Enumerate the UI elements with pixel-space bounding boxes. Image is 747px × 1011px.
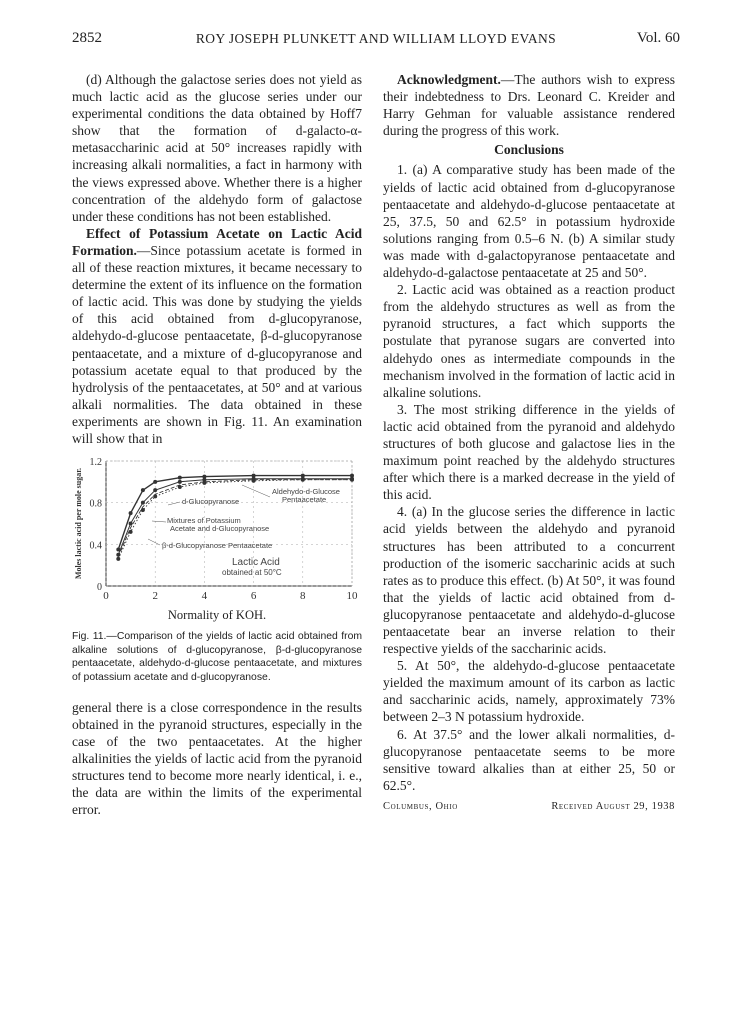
x-tick-label: 2 [152,590,158,603]
conclusion-1: 1. (a) A comparative study has been made of the yields of lactic acid obtained from d-glucopyranose pentaacetate and aldehydo-d-glucose pentaacetate at 25, 37.5, 50 and 62.5° in potassium hydroxide solutions ranging from 0.5–6 N. (b) A similar study was made with d-galactopyranose pentaacetate and aldehydo-d-galactose pentaacetate at 25 and 50°. [383,162,675,281]
paragraph-acknowledgment: Acknowledgment.—The authors wish to express their indebtedness to Drs. Leonard C. Kreider and Harry Gehman for valuable assistance rendered during the progress of this work. [383,72,675,139]
data-point [129,511,133,515]
data-point [252,479,256,483]
data-point [178,485,182,489]
data-point [178,476,182,480]
data-point [141,508,145,512]
y-tick-label: 0.4 [89,540,102,552]
conclusions-heading: Conclusions [494,142,564,158]
data-point [116,557,120,561]
x-tick-label: 4 [201,590,208,603]
data-point [202,481,206,485]
x-tick-label: 8 [300,590,306,603]
label-d-glucopyranose: d-Glucopyranose [182,497,240,507]
y-tick-label: 1.2 [89,457,102,469]
label-obtained: obtained at 50°C [222,568,282,578]
footer-location: Columbus, Ohio [383,800,458,812]
x-axis-label: Normality of KOH. [167,608,267,623]
label-mixtures-1: Mixtures of Potassium [167,516,241,526]
data-point [129,530,133,534]
data-point [350,478,354,482]
paragraph-galactose: (d) Although the galactose series does not yield as much lactic acid as the glucose series under our experimental conditions the data obtained by Hoff7 show that the formation of d-galacto-α-metasaccharinic acid at 50° increases rapidly with increasing alkali normalities, a fact in harmony with the views expressed above. Whether there is a higher concentration of the aldehydo form of galactose under these conditions has not been established. [72,72,362,224]
leader-line [168,502,180,505]
paragraph-correspondence: general there is a close correspondence in the results obtained in the pyranoid structures, especially in the case of the two pentaacetates. At the higher alkalinities the yields of lactic acid from the pyranoid structures tend to become more nearly identical, i. e., the data are within the limits of the experimental error. [72,699,362,818]
paragraph-potassium-acetate: Effect of Potassium Acetate on Lactic Acid Formation.—Since potassium acetate is formed in all of these reaction mixtures, it became necessary to determine the extent of its influence on the formation of lactic acid. This was done by studying the yields of this acid obtained from d-glucopyranose, aldehydo-d-glucose pentaacetate, β-d-glucopyranose pentaacetate, and a mixture of d-glucopyranose and potassium acetate equal to that produced by the hydrolysis of the pentaacetates, at 50° and at various alkali normalities. The data obtained in these experiments are shown in Fig. 11. An examination will show that in [72,225,362,446]
label-beta-pentaacetate: β-d-Glucopyranose Pentaacetate [162,541,273,551]
leader-line [148,539,160,545]
data-point [153,488,157,492]
y-axis-label: Moles lactic acid per mole sugar. [74,468,83,580]
data-point [141,501,145,505]
x-tick-label: 6 [250,590,257,603]
x-tick-label: 10 [346,590,358,603]
leader-line [242,485,270,497]
section-heading-potassium-acetate: Effect of Potassium Acetate on Lactic Acid Formation. [72,225,362,258]
figure-caption: Fig. 11.—Comparison of the yields of lactic acid obtained from alkaline solutions of d-glucopyranose, β-d-glucopyranose pentaacetate, aldehydo-d-glucose pentaacetate, and mixtures of potassium acetate and d-glucopyranose. [72,631,362,683]
label-aldehydo-pentaacetate: Pentaacetate [282,495,327,505]
left-column [72,71,362,818]
page-number: 2852 [72,30,102,46]
figure-11 [72,451,362,611]
article-footer [383,798,675,815]
lactic-acid-chart [72,451,362,611]
running-header [72,30,680,50]
acknowledgment-heading: Acknowledgment. [397,72,501,87]
running-title: ROY JOSEPH PLUNKETT AND WILLIAM LLOYD EVANS [195,31,557,46]
conclusion-3: 3. The most striking difference in the yields of lactic acid obtained from the pyranoid and aldehydo structures of both glucose and galactose lies in the maximum point reached by the aldehydo structures after which there is a marked decrease in the yield of this acid. [383,401,675,503]
volume-number: Vol. 60 [636,30,680,46]
conclusion-5: 5. At 50°, the aldehydo-d-glucose pentaacetate yielded the maximum amount of its carbon as lactic and saccharinic acids, namely, approximately 73% between 2–3 N potassium hydroxide. [383,658,675,725]
x-tick-label: 0 [103,590,109,603]
leader-line [152,521,166,522]
data-point [129,522,133,526]
label-lactic-acid: Lactic Acid [232,557,280,569]
label-aldehydo-glucose: Aldehydo-d-Glucose [272,487,340,497]
data-point [141,488,145,492]
label-mixtures-2: Acetate and d-Glucopyranose [170,524,270,534]
footer-received-date: Received August 29, 1938 [551,800,675,812]
y-tick-label: 0.8 [89,498,102,510]
data-point [301,478,305,482]
conclusion-4: 4. (a) In the glucose series the difference in lactic acid yields between the aldehydo and pyranoid structures has been attributed to a concurrent production of the isomeric saccharinic acids at such rates as to produce this effect. (b) At 50°, it was found that the yields of lactic acid obtained from d-glucopyranose pentaacetate and aldehydo-d-glucose pentaacetate bear an inverse relation to their respective yields of the saccharinic acids. [383,504,675,657]
data-point [178,480,182,484]
conclusion-2: 2. Lactic acid was obtained as a reaction product from the aldehydo structures as well as from the pyranoid structures, a fact which supports the postulate that pyranose sugars are converted into aldehydo ones as intermediate compounds in the mechanism involved in the formation of lactic acid in alkaline solutions. [383,282,675,400]
y-tick-label: 0 [97,582,102,594]
right-column [383,71,675,815]
data-point [153,494,157,498]
data-point [153,480,157,484]
conclusion-6: 6. At 37.5° and the lower alkali normalities, d-glucopyranose pentaacetate seems to be more sensitive toward alkalies than at either 25, 50 or 62.5°. [383,726,675,793]
